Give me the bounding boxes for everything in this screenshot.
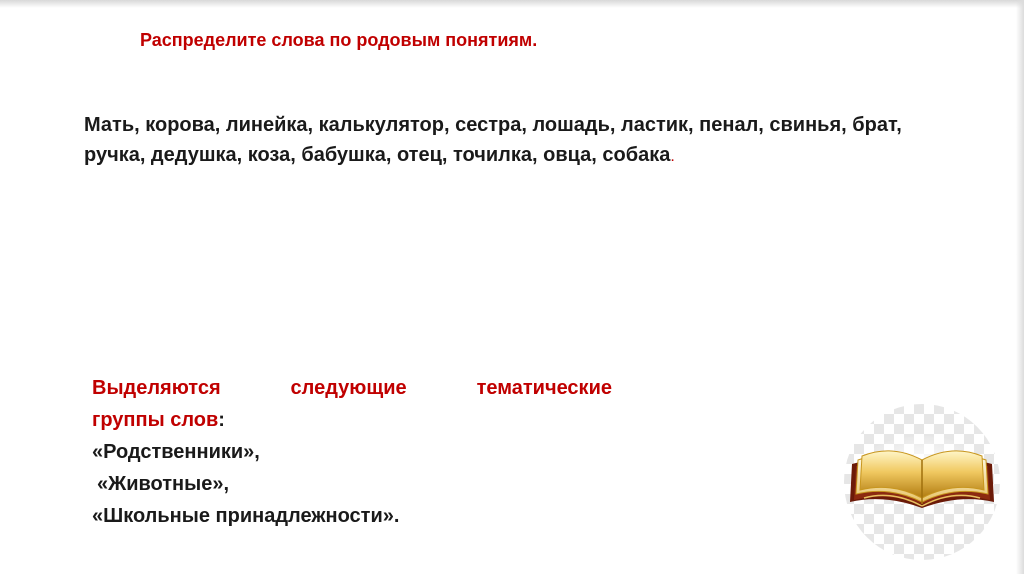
word-list <box>84 110 964 172</box>
group-item-school-supplies: «Школьные принадлежности». <box>92 505 400 527</box>
groups-intro-cont-line <box>92 404 612 436</box>
group-item-relatives: «Родственники», <box>92 441 260 463</box>
groups-intro-word-2: следующие <box>290 377 407 399</box>
book-image <box>844 404 1000 560</box>
groups-intro-cont: группы слов <box>92 409 219 431</box>
slide-shadow-right <box>1016 0 1024 574</box>
groups-block <box>92 372 612 532</box>
groups-intro-word-3: тематические <box>476 377 612 399</box>
slide-shadow-top <box>0 0 1024 8</box>
word-list-end: . <box>670 148 675 165</box>
group-item-animals: «Животные», <box>97 473 230 495</box>
groups-intro-line <box>92 372 612 404</box>
word-list-text: Мать, корова, линейка, калькулятор, сестра, лошадь, ластик, пенал, свинья, брат, ручка, дедушка, коза, бабушка, отец, точилка, овца, собака <box>84 114 902 166</box>
groups-intro-word-1: Выделяются <box>92 377 221 399</box>
slide-title: Распределите слова по родовым понятиям. <box>140 30 538 50</box>
groups-intro-colon: : <box>218 409 225 431</box>
open-book-icon <box>844 404 1000 560</box>
